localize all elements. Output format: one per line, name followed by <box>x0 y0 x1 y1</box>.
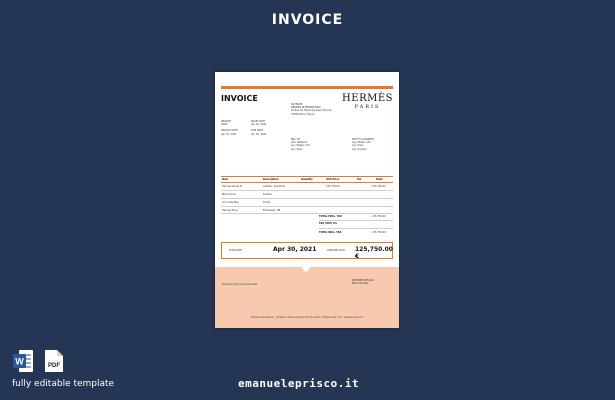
invoice-document: INVOICE SUPPLIER HERMES INTERNATIONAL 24 Rue du Faubourg Saint-Honore 75008 Paris, France HERMÈS PARIS INVOICE #042 INVOICE DATE Apr 01, 2021 ISSUE DATE Apr 01, 2021 DUE DATE Apr 30, 2021 BILL TO John Williams Any Street, 123 Any Town SHIP TO ADDRESS Any Street, 123 Any Town Any Country Item Description Quantity Unit Price Tax Total Hermes Jacket Pi Leather, Signature 125,750.00 125,750.00 Black Purse Female Crocodile Bag Purely Hermes Ring Embossed, HR TOTAL EXCL. TAX 125,750.00 TAX (VAT) 0% TOTAL INCL. TAX 125,750.00 DUE DATE Apr 30, 2021 AMOUNT DUE 125,750.00 € Thank you for your purchase! PAYMENT DETAILS Bank Transfer Hermes International · 24 Rue du Faubourg Saint-Honore, Paris · info@hermes.com · www.hermes.com <box>215 72 399 328</box>
brand-logo: HERMÈS PARIS <box>342 93 393 110</box>
table-header-tax: Tax <box>357 178 362 181</box>
amount-due-label: AMOUNT DUE <box>327 249 345 252</box>
svg-text:PDF: PDF <box>48 363 60 369</box>
document-footer: Hermes International · 24 Rue du Faubourg Saint-Honore, Paris · info@hermes.com · www.hermes.com <box>250 316 364 319</box>
supplier-block: SUPPLIER HERMES INTERNATIONAL 24 Rue du Faubourg Saint-Honore 75008 Paris, France <box>291 103 332 116</box>
bill-to-block: BILL TO John Williams Any Street, 123 Any Town <box>291 138 310 151</box>
editable-template-label: fully editable template <box>12 379 115 389</box>
table-header-description: Description <box>263 178 279 181</box>
accent-bar <box>221 86 393 89</box>
dates-block: ISSUE DATE Apr 01, 2021 DUE DATE Apr 30, 2021 <box>251 120 267 136</box>
pdf-document-icon <box>44 349 64 373</box>
ship-to-block: SHIP TO ADDRESS Any Street, 123 Any Town Any Country <box>352 138 374 151</box>
amount-due-value: 125,750.00 € <box>355 246 393 260</box>
svg-text:W: W <box>15 356 24 367</box>
table-header-quantity: Quantity <box>301 178 313 181</box>
thank-you-note: Thank you for your purchase! <box>222 283 258 286</box>
table-header-item: Item <box>222 178 229 181</box>
page-title: INVOICE <box>271 12 344 28</box>
table-header-line <box>221 182 393 183</box>
invoice-title: INVOICE <box>221 94 258 103</box>
table-header-total: Total <box>376 178 383 181</box>
payment-details: PAYMENT DETAILS Bank Transfer <box>352 279 374 286</box>
invoice-number-block: INVOICE #042 INVOICE DATE Apr 01, 2021 <box>221 120 238 136</box>
table-top-line <box>221 176 393 177</box>
due-date-label: DUE DATE <box>229 249 243 252</box>
word-document-icon <box>12 349 34 373</box>
table-header-unit-price: Unit Price <box>326 178 340 181</box>
due-date-value: Apr 30, 2021 <box>273 246 317 253</box>
website-link[interactable]: emanueleprisco.it <box>238 377 360 390</box>
